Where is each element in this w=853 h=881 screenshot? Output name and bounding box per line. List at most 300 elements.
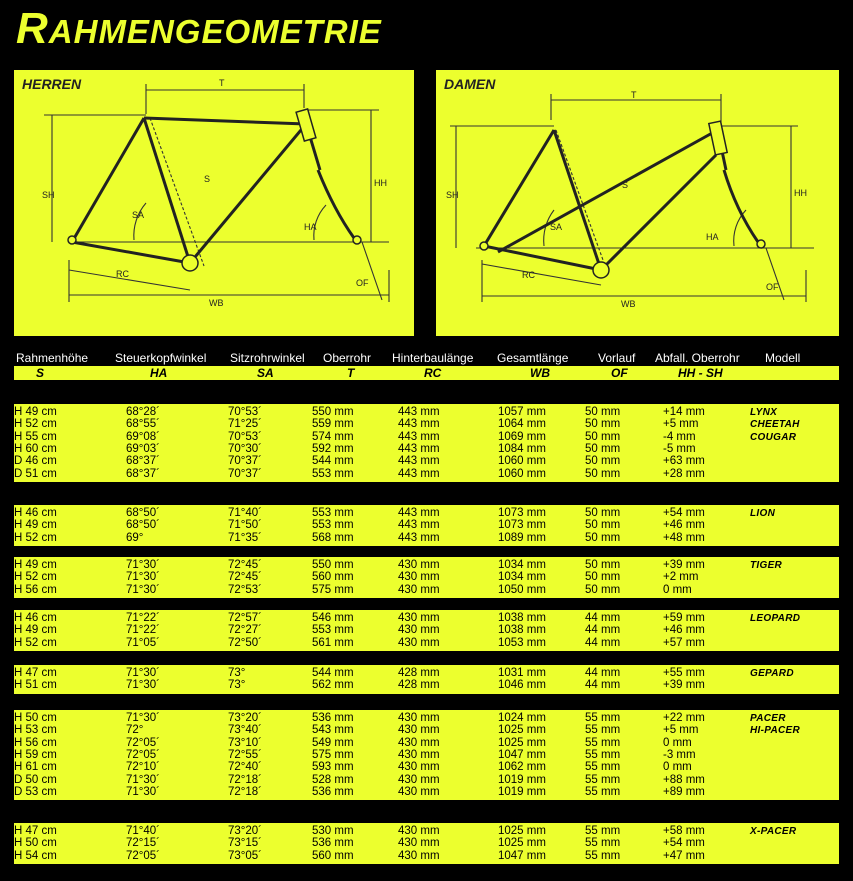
cell-oberrohr: 592 mm [312,442,354,455]
table-row [14,468,839,481]
cell-gesamtlaenge: 1019 mm [498,785,546,798]
cell-oberrohr: 560 mm [312,571,354,584]
cell-abfall: +22 mm [663,712,705,724]
cell-vorlauf: 55 mm [585,748,621,761]
cell-rahmenhoehe: H 51 cm [14,679,57,692]
cell-steuerkopfwinkel: 68°50´ [126,519,161,532]
cell-modell: LEOPARD [750,613,801,624]
table-row [14,679,839,692]
cell-rahmenhoehe: H 49 cm [14,624,57,637]
cell-abfall: +39 mm [663,559,705,571]
cell-sitzrohrwinkel: 73°05´ [228,849,263,862]
cell-sitzrohrwinkel: 72°27´ [228,624,263,637]
cell-steuerkopfwinkel: 72°10´ [126,761,161,774]
cell-vorlauf: 55 mm [585,761,621,774]
cell-oberrohr: 593 mm [312,761,354,774]
header-gesamtlaenge: Gesamtlänge [497,351,569,365]
cell-abfall: 0 mm [663,736,692,749]
cell-rahmenhoehe: H 56 cm [14,736,57,749]
table-row [14,837,839,850]
cell-modell: CHEETAH [750,419,800,431]
cell-gesamtlaenge: 1025 mm [498,724,546,737]
cell-hinterbaulaenge: 443 mm [398,467,440,480]
cell-hinterbaulaenge: 430 mm [398,571,440,584]
cell-sitzrohrwinkel: 72°45´ [228,571,263,584]
symbol-s: S [36,366,45,380]
damen-dim-rc: RC [522,270,535,280]
table-row [14,825,839,838]
cell-sitzrohrwinkel: 73°20´ [228,712,263,724]
table-row [14,519,839,532]
cell-hinterbaulaenge: 430 mm [398,636,440,649]
cell-rahmenhoehe: H 46 cm [14,612,57,624]
cell-vorlauf: 44 mm [585,612,621,624]
cell-modell: X-PACER [750,826,797,837]
cell-abfall: +59 mm [663,612,705,624]
cell-vorlauf: 50 mm [585,583,621,596]
cell-oberrohr: 561 mm [312,636,354,649]
damen-dim-hh: HH [794,188,807,198]
cell-sitzrohrwinkel: 70°53´ [228,430,263,443]
cell-vorlauf: 55 mm [585,837,621,850]
cell-abfall: +14 mm [663,406,705,418]
cell-hinterbaulaenge: 430 mm [398,624,440,637]
cell-steuerkopfwinkel: 69° [126,531,144,544]
cell-gesamtlaenge: 1084 mm [498,442,546,455]
herren-dim-ha: HA [304,222,317,232]
cell-gesamtlaenge: 1073 mm [498,507,546,519]
cell-modell: LION [750,508,776,519]
cell-abfall: +28 mm [663,467,705,480]
cell-gesamtlaenge: 1069 mm [498,430,546,443]
cell-gesamtlaenge: 1038 mm [498,624,546,637]
damen-dim-s: S [622,180,629,190]
table-row [14,637,839,650]
cell-rahmenhoehe: H 50 cm [14,837,57,850]
cell-hinterbaulaenge: 428 mm [398,667,440,679]
damen-label: DAMEN [444,76,496,92]
herren-label: HERREN [22,76,82,92]
header-oberrohr: Oberrohr [323,351,372,365]
cell-rahmenhoehe: H 53 cm [14,724,57,737]
damen-dim-ha: HA [706,232,719,242]
cell-oberrohr: 553 mm [312,519,354,532]
cell-gesamtlaenge: 1073 mm [498,519,546,532]
cell-sitzrohrwinkel: 73° [228,667,246,679]
cell-vorlauf: 55 mm [585,849,621,862]
cell-gesamtlaenge: 1025 mm [498,837,546,850]
cell-steuerkopfwinkel: 72°05´ [126,849,161,862]
cell-sitzrohrwinkel: 72°50´ [228,636,263,649]
cell-vorlauf: 50 mm [585,455,621,468]
herren-frame-diagram [14,70,414,336]
damen-dim-sa: SA [550,222,563,232]
cell-hinterbaulaenge: 443 mm [398,531,440,544]
damen-dim-of: OF [766,282,779,292]
cell-oberrohr: 543 mm [312,724,354,737]
cell-abfall: +2 mm [663,571,699,584]
table-row [14,507,839,520]
cell-oberrohr: 568 mm [312,531,354,544]
table-row [14,532,839,545]
cell-sitzrohrwinkel: 73°15´ [228,837,263,850]
cell-hinterbaulaenge: 430 mm [398,712,440,724]
table-row [14,850,839,863]
herren-dim-hh: HH [374,178,387,188]
symbol-of: OF [611,366,628,380]
cell-oberrohr: 574 mm [312,430,354,443]
cell-oberrohr: 553 mm [312,507,354,519]
cell-oberrohr: 575 mm [312,583,354,596]
cell-vorlauf: 44 mm [585,667,621,679]
cell-vorlauf: 50 mm [585,467,621,480]
cell-hinterbaulaenge: 430 mm [398,837,440,850]
cell-abfall: +55 mm [663,667,705,679]
table-group [14,404,839,482]
cell-sitzrohrwinkel: 72°40´ [228,761,263,774]
cell-hinterbaulaenge: 430 mm [398,736,440,749]
header-hinterbaulaenge: Hinterbaulänge [392,351,474,365]
cell-hinterbaulaenge: 430 mm [398,785,440,798]
table-row [14,406,839,419]
cell-modell: GEPARD [750,668,794,679]
cell-hinterbaulaenge: 430 mm [398,583,440,596]
table-row [14,724,839,737]
cell-oberrohr: 575 mm [312,748,354,761]
header-modell: Modell [765,351,801,365]
cell-gesamtlaenge: 1089 mm [498,531,546,544]
table-row [14,571,839,584]
cell-gesamtlaenge: 1060 mm [498,455,546,468]
table-row [14,667,839,680]
table-row [14,559,839,572]
cell-modell: TIGER [750,560,783,571]
cell-steuerkopfwinkel: 69°03´ [126,442,161,455]
symbol-hh-sh: HH - SH [678,366,723,380]
symbol-wb: WB [530,366,550,380]
damen-dim-sh: SH [446,190,459,200]
cell-abfall: +89 mm [663,785,705,798]
cell-steuerkopfwinkel: 71°30´ [126,785,161,798]
cell-vorlauf: 55 mm [585,736,621,749]
cell-rahmenhoehe: H 59 cm [14,748,57,761]
cell-oberrohr: 530 mm [312,825,354,837]
cell-rahmenhoehe: H 52 cm [14,531,57,544]
cell-hinterbaulaenge: 443 mm [398,455,440,468]
cell-abfall: -3 mm [663,748,696,761]
cell-rahmenhoehe: H 52 cm [14,636,57,649]
cell-vorlauf: 55 mm [585,773,621,786]
cell-gesamtlaenge: 1064 mm [498,418,546,431]
cell-vorlauf: 50 mm [585,531,621,544]
herren-dim-rc: RC [116,269,129,279]
cell-oberrohr: 560 mm [312,849,354,862]
cell-oberrohr: 544 mm [312,667,354,679]
herren-dim-of: OF [356,278,369,288]
table-row [14,786,839,799]
cell-sitzrohrwinkel: 72°53´ [228,583,263,596]
cell-steuerkopfwinkel: 69°08´ [126,430,161,443]
cell-sitzrohrwinkel: 73°40´ [228,724,263,737]
table-group [14,505,839,546]
cell-rahmenhoehe: H 49 cm [14,559,57,571]
cell-rahmenhoehe: H 56 cm [14,583,57,596]
cell-steuerkopfwinkel: 72°05´ [126,748,161,761]
cell-steuerkopfwinkel: 72°15´ [126,837,161,850]
cell-sitzrohrwinkel: 72°57´ [228,612,263,624]
damen-frame-diagram [436,70,839,336]
cell-rahmenhoehe: H 61 cm [14,761,57,774]
page-title: RAHMENGEOMETRIE [16,4,382,53]
cell-rahmenhoehe: H 54 cm [14,849,57,862]
damen-dim-t: T [631,90,637,100]
cell-steuerkopfwinkel: 71°30´ [126,679,161,692]
cell-oberrohr: 528 mm [312,773,354,786]
table-row [14,455,839,468]
herren-dim-sh: SH [42,190,55,200]
cell-sitzrohrwinkel: 73° [228,679,246,692]
cell-sitzrohrwinkel: 70°37´ [228,455,263,468]
cell-hinterbaulaenge: 430 mm [398,773,440,786]
cell-rahmenhoehe: D 50 cm [14,773,57,786]
cell-vorlauf: 50 mm [585,571,621,584]
cell-hinterbaulaenge: 443 mm [398,442,440,455]
cell-hinterbaulaenge: 430 mm [398,559,440,571]
cell-hinterbaulaenge: 430 mm [398,612,440,624]
cell-oberrohr: 544 mm [312,455,354,468]
cell-steuerkopfwinkel: 71°30´ [126,583,161,596]
cell-sitzrohrwinkel: 72°18´ [228,785,263,798]
cell-rahmenhoehe: H 52 cm [14,418,57,431]
cell-hinterbaulaenge: 443 mm [398,418,440,431]
cell-vorlauf: 44 mm [585,636,621,649]
cell-abfall: +57 mm [663,636,705,649]
cell-sitzrohrwinkel: 71°35´ [228,531,263,544]
cell-rahmenhoehe: D 53 cm [14,785,57,798]
cell-abfall: +39 mm [663,679,705,692]
herren-dim-wb: WB [209,298,224,308]
cell-steuerkopfwinkel: 68°50´ [126,507,161,519]
cell-abfall: +5 mm [663,418,699,431]
cell-steuerkopfwinkel: 71°30´ [126,559,161,571]
cell-sitzrohrwinkel: 70°53´ [228,406,263,418]
cell-vorlauf: 44 mm [585,679,621,692]
cell-gesamtlaenge: 1046 mm [498,679,546,692]
cell-gesamtlaenge: 1060 mm [498,467,546,480]
table-row [14,761,839,774]
cell-vorlauf: 50 mm [585,418,621,431]
cell-sitzrohrwinkel: 73°20´ [228,825,263,837]
table-row [14,712,839,725]
cell-rahmenhoehe: D 46 cm [14,455,57,468]
cell-vorlauf: 50 mm [585,430,621,443]
cell-abfall: +63 mm [663,455,705,468]
header-sitzrohrwinkel: Sitzrohrwinkel [230,351,305,365]
cell-steuerkopfwinkel: 71°30´ [126,667,161,679]
cell-gesamtlaenge: 1031 mm [498,667,546,679]
cell-hinterbaulaenge: 430 mm [398,849,440,862]
cell-gesamtlaenge: 1034 mm [498,571,546,584]
cell-abfall: -4 mm [663,430,696,443]
cell-steuerkopfwinkel: 68°55´ [126,418,161,431]
table-group [14,557,839,598]
table-row [14,584,839,597]
cell-rahmenhoehe: H 55 cm [14,430,57,443]
table-row [14,443,839,456]
header-vorlauf: Vorlauf [598,351,636,365]
table-row [14,774,839,787]
cell-rahmenhoehe: H 60 cm [14,442,57,455]
cell-oberrohr: 536 mm [312,785,354,798]
cell-oberrohr: 546 mm [312,612,354,624]
cell-abfall: +46 mm [663,519,705,532]
cell-abfall: +88 mm [663,773,705,786]
header-steuerkopfwinkel: Steuerkopfwinkel [115,351,207,365]
cell-hinterbaulaenge: 443 mm [398,430,440,443]
cell-rahmenhoehe: H 50 cm [14,712,57,724]
cell-modell: COUGAR [750,431,797,443]
header-abfall-oberrohr: Abfall. Oberrohr [655,351,740,365]
cell-gesamtlaenge: 1019 mm [498,773,546,786]
table-group [14,610,839,651]
cell-abfall: +5 mm [663,724,699,737]
symbol-sa: SA [257,366,274,380]
cell-hinterbaulaenge: 443 mm [398,406,440,418]
cell-vorlauf: 55 mm [585,785,621,798]
cell-steuerkopfwinkel: 71°05´ [126,636,161,649]
cell-sitzrohrwinkel: 72°45´ [228,559,263,571]
cell-hinterbaulaenge: 428 mm [398,679,440,692]
cell-hinterbaulaenge: 430 mm [398,724,440,737]
cell-rahmenhoehe: H 49 cm [14,519,57,532]
cell-sitzrohrwinkel: 71°25´ [228,418,263,431]
cell-steuerkopfwinkel: 71°30´ [126,773,161,786]
table-row [14,431,839,444]
cell-sitzrohrwinkel: 71°40´ [228,507,263,519]
table-row [14,418,839,431]
cell-sitzrohrwinkel: 70°37´ [228,467,263,480]
cell-steuerkopfwinkel: 72°05´ [126,736,161,749]
cell-sitzrohrwinkel: 71°50´ [228,519,263,532]
cell-vorlauf: 50 mm [585,519,621,532]
table-header [0,350,853,380]
cell-oberrohr: 559 mm [312,418,354,431]
cell-abfall: +54 mm [663,507,705,519]
cell-vorlauf: 55 mm [585,825,621,837]
cell-abfall: +46 mm [663,624,705,637]
table-row [14,612,839,625]
cell-gesamtlaenge: 1053 mm [498,636,546,649]
symbol-ha: HA [150,366,168,380]
cell-abfall: +47 mm [663,849,705,862]
cell-modell: PACER [750,713,786,724]
symbol-t: T [347,366,355,380]
herren-dim-t: T [219,78,225,88]
cell-modell: HI-PACER [750,725,800,737]
cell-vorlauf: 50 mm [585,559,621,571]
symbol-rc: RC [424,366,442,380]
cell-oberrohr: 562 mm [312,679,354,692]
damen-frame-drawing [436,70,839,336]
table-row [14,737,839,750]
cell-steuerkopfwinkel: 71°40´ [126,825,161,837]
table-group [14,710,839,800]
cell-oberrohr: 553 mm [312,467,354,480]
cell-hinterbaulaenge: 430 mm [398,761,440,774]
cell-gesamtlaenge: 1024 mm [498,712,546,724]
cell-rahmenhoehe: H 49 cm [14,406,57,418]
cell-oberrohr: 550 mm [312,406,354,418]
cell-abfall: 0 mm [663,761,692,774]
cell-vorlauf: 55 mm [585,712,621,724]
cell-oberrohr: 549 mm [312,736,354,749]
cell-gesamtlaenge: 1034 mm [498,559,546,571]
cell-abfall: +58 mm [663,825,705,837]
cell-sitzrohrwinkel: 70°30´ [228,442,263,455]
herren-dim-sa: SA [132,210,145,220]
cell-steuerkopfwinkel: 71°22´ [126,624,161,637]
cell-steuerkopfwinkel: 71°30´ [126,712,161,724]
herren-dim-s: S [204,174,211,184]
cell-steuerkopfwinkel: 71°30´ [126,571,161,584]
cell-rahmenhoehe: H 47 cm [14,667,57,679]
cell-sitzrohrwinkel: 72°18´ [228,773,263,786]
table-row [14,624,839,637]
cell-oberrohr: 553 mm [312,624,354,637]
cell-vorlauf: 50 mm [585,507,621,519]
cell-steuerkopfwinkel: 71°22´ [126,612,161,624]
cell-gesamtlaenge: 1050 mm [498,583,546,596]
cell-vorlauf: 50 mm [585,442,621,455]
cell-rahmenhoehe: H 52 cm [14,571,57,584]
cell-hinterbaulaenge: 443 mm [398,507,440,519]
table-group [14,665,839,694]
cell-vorlauf: 50 mm [585,406,621,418]
cell-abfall: +54 mm [663,837,705,850]
cell-gesamtlaenge: 1038 mm [498,612,546,624]
cell-gesamtlaenge: 1025 mm [498,736,546,749]
cell-abfall: 0 mm [663,583,692,596]
cell-rahmenhoehe: H 46 cm [14,507,57,519]
cell-vorlauf: 44 mm [585,624,621,637]
cell-vorlauf: 55 mm [585,724,621,737]
cell-steuerkopfwinkel: 68°37´ [126,467,161,480]
cell-steuerkopfwinkel: 72° [126,724,144,737]
cell-abfall: +48 mm [663,531,705,544]
cell-modell: LYNX [750,407,778,418]
cell-oberrohr: 536 mm [312,712,354,724]
herren-frame-drawing [14,70,414,336]
cell-steuerkopfwinkel: 68°37´ [126,455,161,468]
cell-gesamtlaenge: 1025 mm [498,825,546,837]
cell-hinterbaulaenge: 443 mm [398,519,440,532]
cell-steuerkopfwinkel: 68°28´ [126,406,161,418]
cell-oberrohr: 536 mm [312,837,354,850]
cell-abfall: -5 mm [663,442,696,455]
cell-oberrohr: 550 mm [312,559,354,571]
cell-hinterbaulaenge: 430 mm [398,825,440,837]
cell-sitzrohrwinkel: 72°55´ [228,748,263,761]
table-group [14,823,839,864]
cell-gesamtlaenge: 1047 mm [498,849,546,862]
cell-rahmenhoehe: D 51 cm [14,467,57,480]
header-rahmenhoehe: Rahmenhöhe [16,351,89,365]
cell-sitzrohrwinkel: 73°10´ [228,736,263,749]
cell-gesamtlaenge: 1047 mm [498,748,546,761]
damen-dim-wb: WB [621,299,636,309]
cell-rahmenhoehe: H 47 cm [14,825,57,837]
table-row [14,749,839,762]
